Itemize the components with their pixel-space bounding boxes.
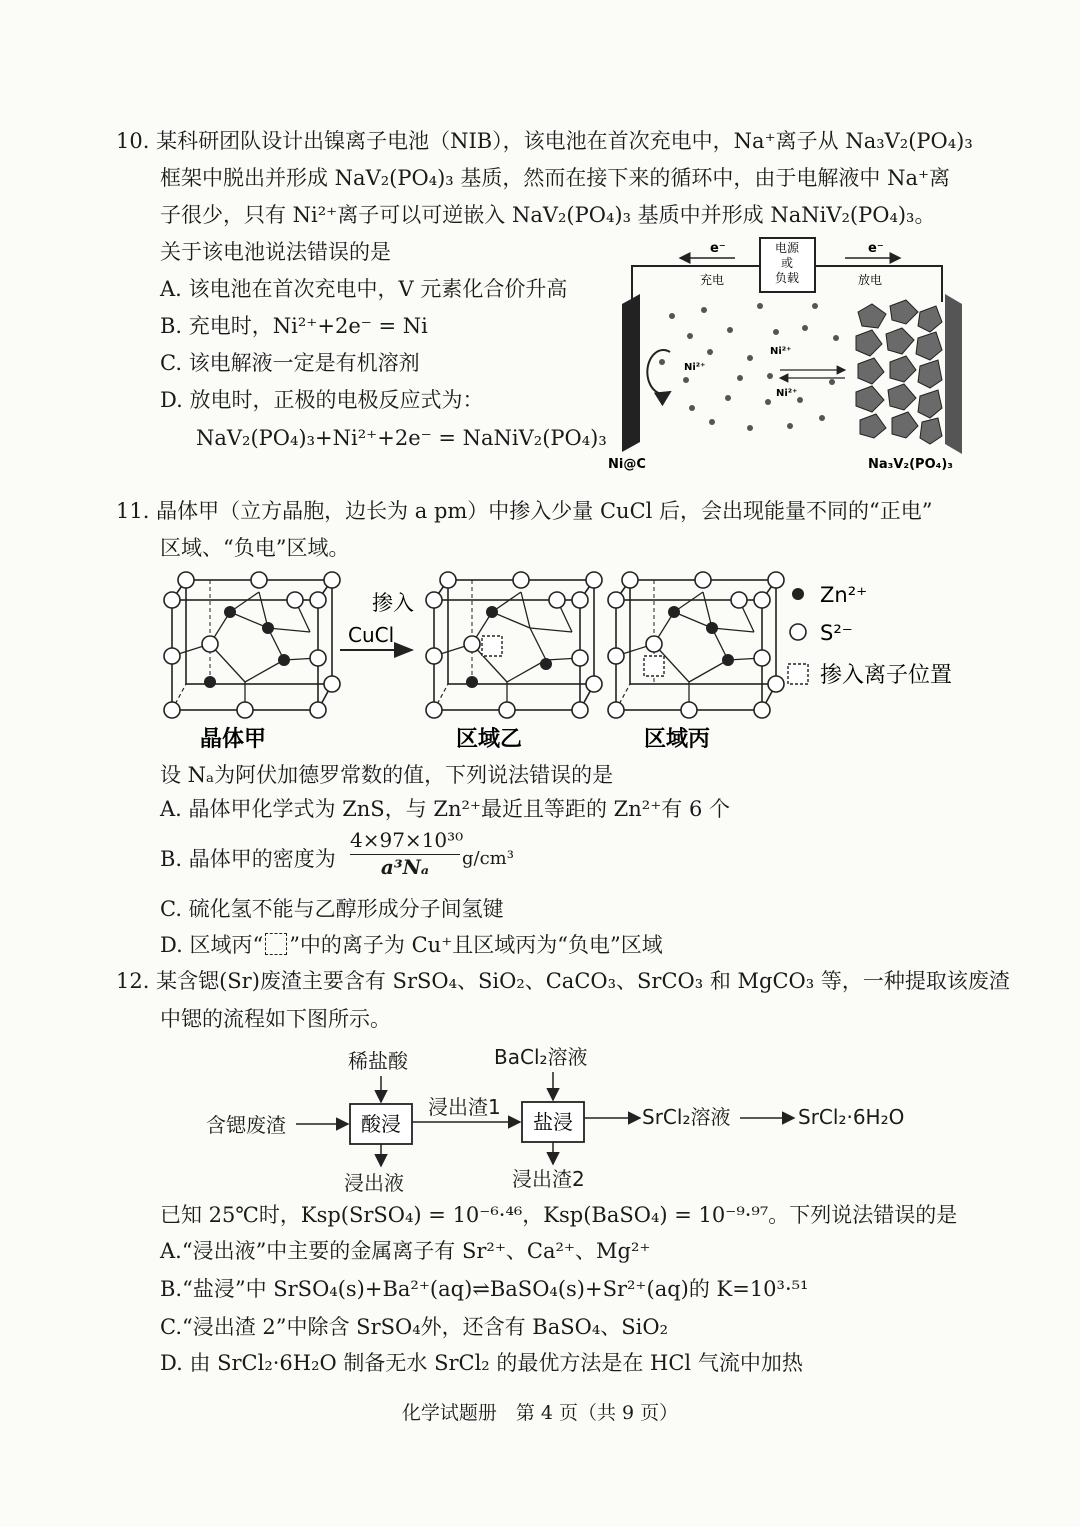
q12-line2: 中锶的流程如下图所示。 [160,1007,391,1031]
legend-s-label: S²⁻ [820,621,853,645]
dopant-box-symbol [265,933,287,955]
ni-ion-label-1: Ni²⁺ [684,362,706,373]
na3v2po43-framework [856,300,942,444]
q11-option-a: A. 晶体甲化学式为 ZnS，与 Zn²⁺最近且等距的 Zn²⁺有 6 个 [160,797,730,821]
dopant-site-bing [644,656,664,676]
q12-line1: 12. 某含锶(Sr)废渣主要含有 SrSO₄、SiO₂、CaCO₃、SrCO₃ 和 MgCO₃ 等，一种提取该废渣 [116,969,1010,993]
left-electrode [622,294,640,452]
q12-option-b: B.“盐浸”中 SrSO₄(s)+Ba²⁺(aq)⇌BaSO₄(s)+Sr²⁺(aq)的 K=10³·⁵¹ [160,1277,809,1301]
flow-residue2: 浸出渣2 [512,1167,585,1191]
q11-stem: 设 Nₐ为阿伏加德罗常数的值，下列说法错误的是 [160,763,614,787]
flow-acid: 稀盐酸 [348,1049,408,1073]
legend-dopant-marker [788,664,808,684]
q11-density-numerator: 4×97×10³⁰ [350,828,460,855]
q10-line2: 框架中脱出并形成 NaV₂(PO₄)₃ 基质，然而在接下来的循环中，由于电解液中 Na⁺离 [160,166,951,190]
flow-box-salt-leach-label: 盐浸 [533,1110,573,1134]
page-footer: 化学试题册 第 4 页（共 9 页） [401,1402,679,1424]
q10-stem: 关于该电池说法错误的是 [160,240,391,264]
power-source-label-1: 电源 [774,241,800,255]
q10-option-d-equation: NaV₂(PO₄)₃+Ni²⁺+2e⁻ = NaNiV₂(PO₄)₃ [196,426,607,450]
flow-product: SrCl₂·6H₂O [798,1105,905,1129]
q11-density-denominator: a³Nₐ [380,855,430,879]
q12-option-d: D. 由 SrCl₂·6H₂O 制备无水 SrCl₂ 的最优方法是在 HCl 气流中加热 [160,1351,803,1375]
electron-left-label: e⁻ [710,241,726,256]
left-electrode-label: Ni@C [608,457,646,472]
dope-arrow-top: 掺入 [372,591,414,615]
q10-option-a: A. 该电池在首次充电中，V 元素化合价升高 [160,277,568,301]
dopant-site-yi [482,636,502,656]
q12-known: 已知 25℃时，Ksp(SrSO₄) = 10⁻⁶·⁴⁶，Ksp(BaSO₄) = 10⁻⁹·⁹⁷。下列说法错误的是 [160,1203,958,1227]
q12-option-c: C.“浸出渣 2”中除含 SrSO₄外，还含有 BaSO₄、SiO₂ [160,1315,669,1339]
power-source-label-3: 负载 [774,271,800,285]
crystal-bing-cell [608,572,784,718]
right-electrode-label: Na₃V₂(PO₄)₃ [868,457,953,472]
q11-line2: 区域、“负电”区域。 [160,536,350,560]
flow-box-acid-leach-label: 酸浸 [361,1112,401,1136]
q10-line1: 10. 某科研团队设计出镍离子电池（NIB），该电池在首次充电中，Na⁺离子从 Na₃V₂(PO₄)₃ [116,129,973,153]
q12-option-a: A.“浸出液”中主要的金属离子有 Sr²⁺、Ca²⁺、Mg²⁺ [160,1239,651,1263]
ni-ion-label-2: Ni²⁺ [770,346,792,357]
cell-caption-yi: 区域乙 [456,727,523,752]
flow-diagram [200,1040,940,1200]
legend-zn-marker [792,588,804,600]
q11-density-fraction [350,828,464,879]
legend-s-marker [790,624,806,640]
cell-caption-jia: 晶体甲 [200,727,267,752]
ni-ion-label-3: Ni²⁺ [776,388,798,399]
electron-right-label: e⁻ [868,241,884,256]
flow-residue1: 浸出渣1 [428,1095,501,1119]
crystal-diagram [150,566,980,756]
q11-density-unit: g/cm³ [462,848,514,869]
q11-option-d [160,930,663,960]
flow-start: 含锶废渣 [206,1113,286,1137]
dope-arrow-bottom: CuCl [348,623,395,647]
q11-option-d-prefix: D. 区域丙“ [160,933,264,957]
flow-srcl2-solution: SrCl₂溶液 [642,1105,731,1129]
battery-diagram [600,232,975,477]
q10-option-d: D. 放电时，正极的电极反应式为： [160,388,484,412]
charge-label: 充电 [700,273,725,287]
q11-option-c: C. 硫化氢不能与乙醇形成分子间氢键 [160,897,504,921]
legend-dopant-label: 掺入离子位置 [820,663,953,688]
discharge-label: 放电 [858,273,883,287]
q10-option-c: C. 该电解液一定是有机溶剂 [160,351,420,375]
cycle-arrow [647,350,670,394]
q11-line1: 11. 晶体甲（立方晶胞，边长为 a pm）中掺入少量 CuCl 后，会出现能量不同的“正电” [116,499,933,523]
flow-leachate: 浸出液 [344,1171,404,1195]
right-electrode [945,294,962,454]
legend-zn-label: Zn²⁺ [820,583,868,607]
cell-caption-bing: 区域丙 [644,727,711,752]
crystal-yi-cell [426,572,602,718]
q11-option-d-suffix: ”中的离子为 Cu⁺且区域丙为“负电”区域 [289,933,663,957]
q10-option-b: B. 充电时，Ni²⁺+2e⁻ = Ni [160,314,428,338]
crystal-jia-cell [164,572,340,718]
flow-bacl2: BaCl₂溶液 [494,1045,588,1069]
q10-line3: 子很少，只有 Ni²⁺离子可以可逆嵌入 NaV₂(PO₄)₃ 基质中并形成 NaNiV₂(PO₄)₃。 [160,203,936,227]
q11-option-b-prefix: B. 晶体甲的密度为 [160,847,336,871]
power-source-label-2: 或 [780,256,794,270]
